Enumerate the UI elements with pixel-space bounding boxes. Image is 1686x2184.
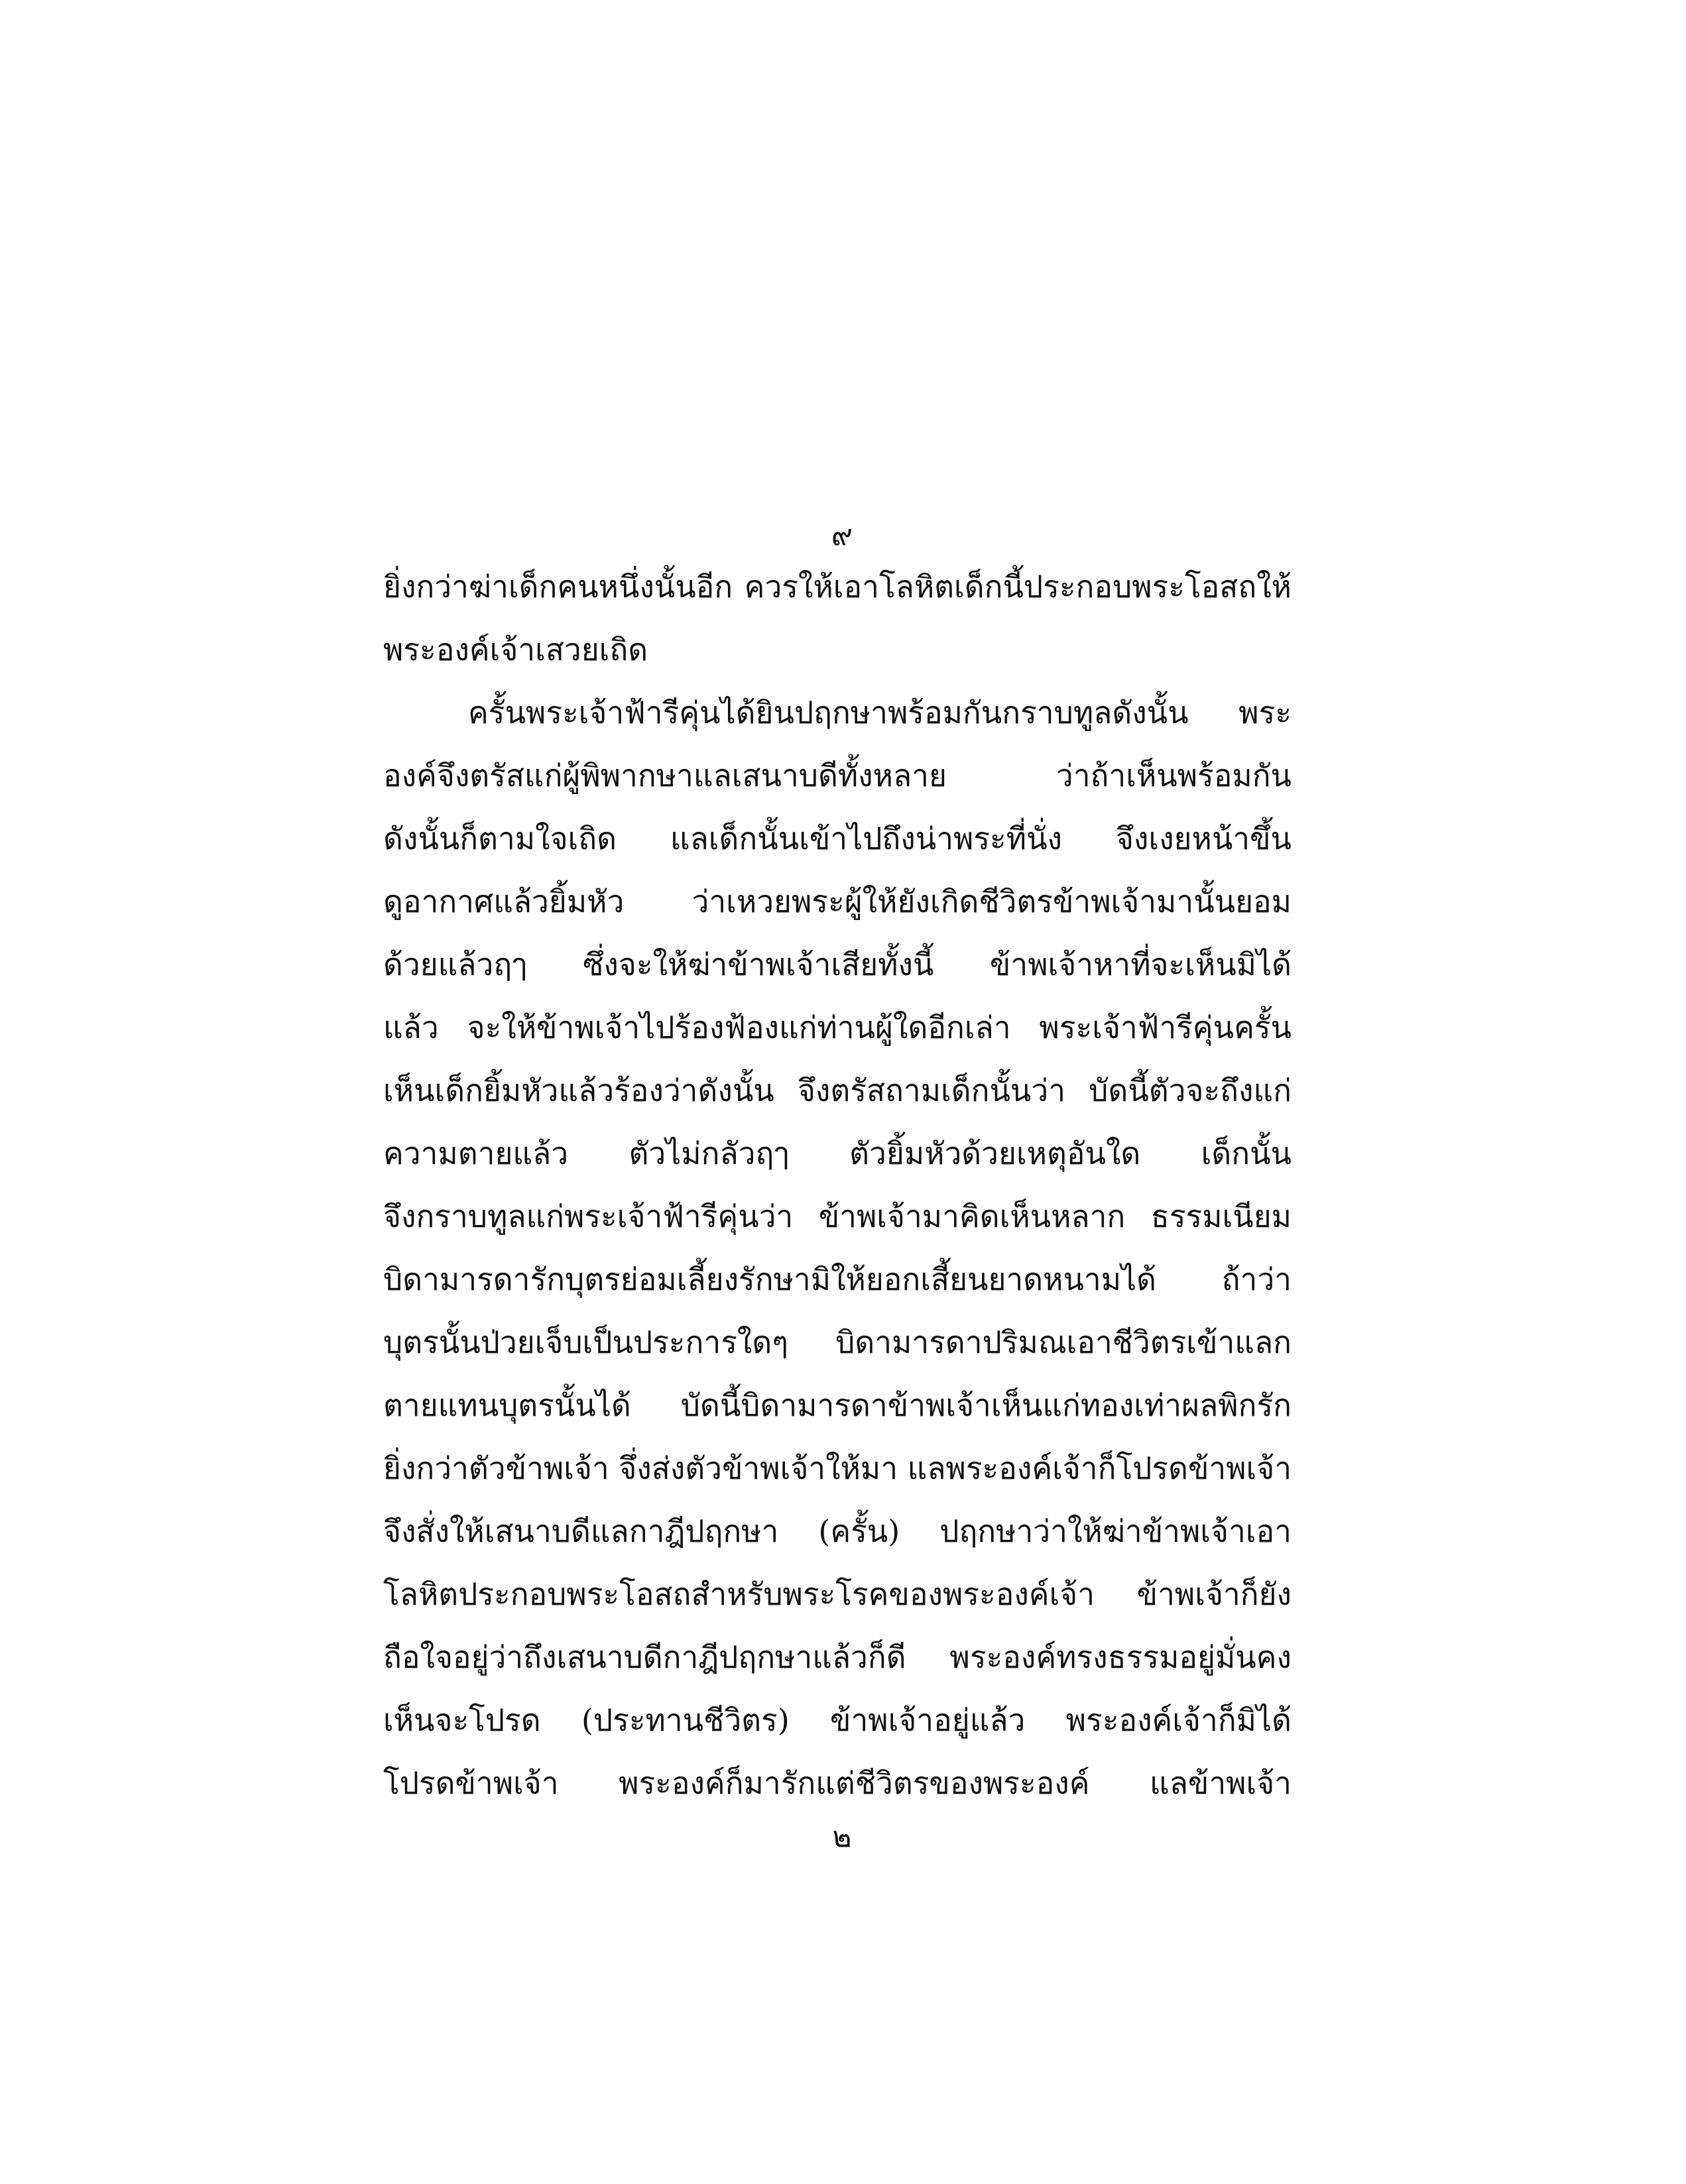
text-line: ความตายแล้ว ตัวไม่กลัวฤๅ ตัวยิ้มหัวด้วยเหตุอันใด เด็กนั้น: [383, 1135, 1292, 1171]
text-line: เห็นจะโปรด (ประทานชีวิตร) ข้าพเจ้าอยู่แล้ว พระองค์เจ้าก็มิได้: [383, 1702, 1292, 1738]
text-line: บุตรนั้นป่วยเจ็บเป็นประการใดๆ บิดามารดาปริมณเอาชีวิตรเข้าแลก: [383, 1324, 1292, 1360]
text-line: ครั้นพระเจ้าฟ้ารีคุ่นได้ยินปฤกษาพร้อมกันกราบทูลดังนั้น พระ: [468, 695, 1292, 730]
text-line: พระองค์เจ้าเสวยเถิด: [383, 632, 648, 667]
text-line: ดูอากาศแล้วยิ้มหัว ว่าเหวยพระผู้ให้ยังเกิดชีวิตรข้าพเจ้ามานั้นยอม: [383, 884, 1292, 919]
text-line: โปรดข้าพเจ้า พระองค์ก็มารักแต่ชีวิตรของพระองค์ แลข้าพเจ้า: [383, 1765, 1292, 1801]
text-line: องค์จึงตรัสแก่ผู้พิพากษาแลเสนาบดีทั้งหลาย ว่าถ้าเห็นพร้อมกัน: [383, 758, 1292, 793]
text-line: ยิ่งกว่าตัวข้าพเจ้า จึ่งส่งตัวข้าพเจ้าให้มา แลพระองค์เจ้าก็โปรดข้าพเจ้า: [383, 1450, 1292, 1486]
text-line: เห็นเด็กยิ้มหัวแล้วร้องว่าดังนั้น จึงตรัสถามเด็กนั้นว่า บัดนี้ตัวจะถึงแก่: [383, 1072, 1292, 1108]
body-text: [383, 555, 1292, 1815]
text-line: ยิ่งกว่าฆ่าเด็กคนหนึ่งนั้นอีก ควรให้เอาโลหิตเด็กนี้ประกอบพระโอสถให้: [383, 569, 1292, 604]
text-line: แล้ว จะให้ข้าพเจ้าไปร้องฟ้องแก่ท่านผู้ใดอีกเล่า พระเจ้าฟ้ารีคุ่นครั้น: [383, 1009, 1292, 1045]
text-line: ด้วยแล้วฤๅ ซึ่งจะให้ฆ่าข้าพเจ้าเสียทั้งนี้ ข้าพเจ้าหาที่จะเห็นมิได้: [383, 947, 1292, 982]
text-line: โลหิตประกอบพระโอสถสำหรับพระโรคของพระองค์เจ้า ข้าพเจ้าก็ยัง: [383, 1576, 1292, 1612]
text-line: ถือใจอยู่ว่าถึงเสนาบดีกาฎีปฤกษาแล้วก็ดี พระองค์ทรงธรรมอยู่มั่นคง: [383, 1639, 1292, 1675]
text-line: จึงสั่งให้เสนาบดีแลกาฎีปฤกษา (ครั้น) ปฤกษาว่าให้ฆ่าข้าพเจ้าเอา: [383, 1513, 1292, 1549]
page-number-top: ๙: [831, 518, 853, 552]
text-line: ตายแทนบุตรนั้นได้ บัดนี้บิดามารดาข้าพเจ้าเห็นแก่ทองเท่าผลพิกรัก: [383, 1387, 1292, 1423]
text-line: ดังนั้นก็ตามใจเถิด แลเด็กนั้นเข้าไปถึงน่าพระที่นั่ง จึงเงยหน้าขึ้น: [383, 821, 1292, 856]
text-line: บิดามารดารักบุตรย่อมเลี้ยงรักษามิให้ยอกเสี้ยนยาดหนามได้ ถ้าว่า: [383, 1261, 1292, 1297]
text-line: จึงกราบทูลแก่พระเจ้าฟ้ารีคุ่นว่า ข้าพเจ้ามาคิดเห็นหลาก ธรรมเนียม: [383, 1198, 1292, 1234]
page-number-bottom: ๒: [832, 1820, 852, 1854]
